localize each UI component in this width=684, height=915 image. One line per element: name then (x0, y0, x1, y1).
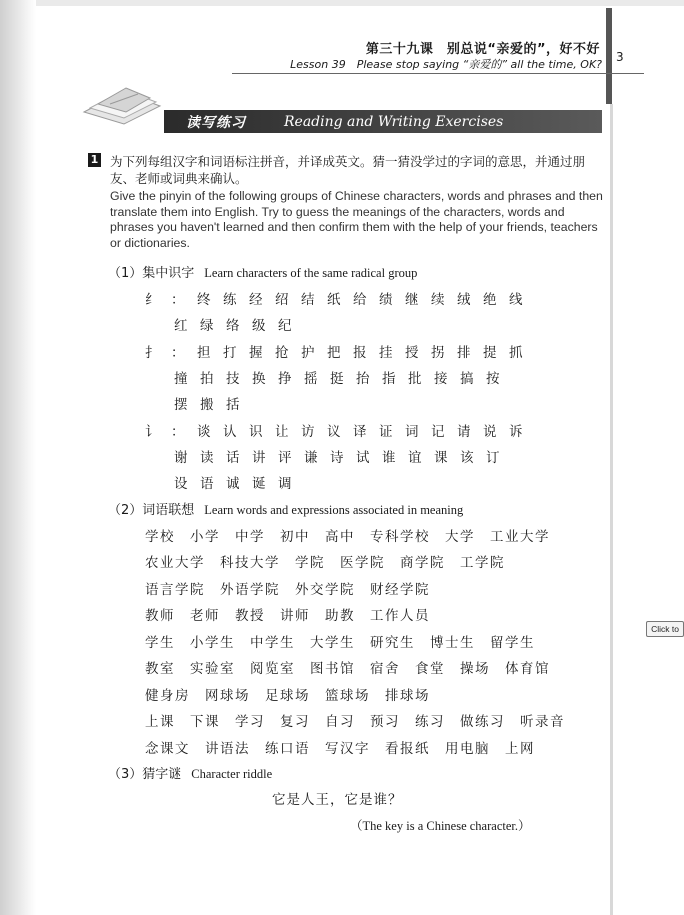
header-english-title: Lesson 39 Please stop saying “亲爱的” all the time, OK? (290, 58, 602, 71)
word-row: 教室 实验室 阅览室 图书馆 宿舍 食堂 操场 体育馆 (145, 661, 550, 677)
page-right-edge-light (610, 104, 613, 915)
page-number: 3 (616, 50, 624, 64)
word-row: 上课 下课 学习 复习 自习 预习 练习 做练习 听录音 (145, 714, 565, 730)
section1-label: （1）集中识字 (108, 266, 195, 281)
word-row: 教师 老师 教授 讲师 助教 工作人员 (145, 608, 430, 624)
word-row: 农业大学 科技大学 学院 医学院 商学院 工学院 (145, 555, 505, 571)
section1-english: Learn characters of the same radical group (204, 266, 418, 280)
radical-row: 设语诚诞调 (174, 476, 304, 492)
section3-label: （3）猜字谜 (108, 767, 182, 782)
section3-english: Character riddle (191, 767, 273, 781)
radical-row: 谢读话讲评谦诗试谁谊课该订 (174, 450, 512, 466)
click-to-button[interactable]: Click to (646, 621, 684, 637)
page-right-edge-dark (606, 8, 612, 104)
top-bar (0, 0, 684, 6)
section1-title (108, 262, 417, 281)
radical-row: 扌：担打握抢护把报挂授拐排提抓 (145, 345, 535, 361)
question-english-instruction: Give the pinyin of the following groups of Chinese characters, words and phrases and then translate them into English. Try to guess the meanings of the characters, words and phrases you haven't learned and then confirm them with the help of your friends, teachers or dictionaries. (110, 189, 603, 250)
radical-row: 摆搬括 (174, 397, 252, 413)
books-icon (80, 86, 170, 126)
header-rule (232, 73, 644, 74)
radical-row: 纟：终练经绍结纸给绩继续绒绝线 (145, 292, 535, 308)
word-row: 学校 小学 中学 初中 高中 专科学校 大学 工业大学 (145, 529, 550, 545)
word-row: 学生 小学生 中学生 大学生 研究生 博士生 留学生 (145, 635, 535, 651)
section2-label: （2）词语联想 (108, 503, 195, 518)
word-row: 健身房 网球场 足球场 篮球场 排球场 (145, 688, 430, 704)
radical-row: 红绿络级纪 (174, 318, 304, 334)
word-row: 语言学院 外语学院 外交学院 财经学院 (145, 582, 430, 598)
question-chinese-instruction: 为下列每组汉字和词语标注拼音，并译成英文。猜一猜没学过的字词的意思，并通过朋友、老师或词典来确认。 (110, 154, 586, 186)
radical-row: 讠：谈认识让访议译证词记请说诉 (145, 424, 535, 440)
section2-title (108, 499, 463, 518)
word-row: 念课文 讲语法 练口语 写汉字 看报纸 用电脑 上网 (145, 741, 535, 757)
banner-english-title: Reading and Writing Exercises (284, 114, 504, 130)
header-chinese-title: 第三十九课 别总说“亲爱的”，好不好 (365, 42, 600, 57)
radical-row: 撞拍技换挣摇挺抬指批接搞按 (174, 371, 512, 387)
question-number: 1 (88, 153, 101, 167)
section2-english: Learn words and expressions associated in meaning (204, 503, 464, 517)
page-left-shadow (0, 0, 36, 915)
section3-title (108, 763, 272, 782)
riddle-text: 它是人王，它是谁？ (272, 792, 403, 808)
banner-chinese-title: 读写练习 (186, 115, 246, 131)
riddle-note: （The key is a Chinese character.） (350, 819, 531, 833)
